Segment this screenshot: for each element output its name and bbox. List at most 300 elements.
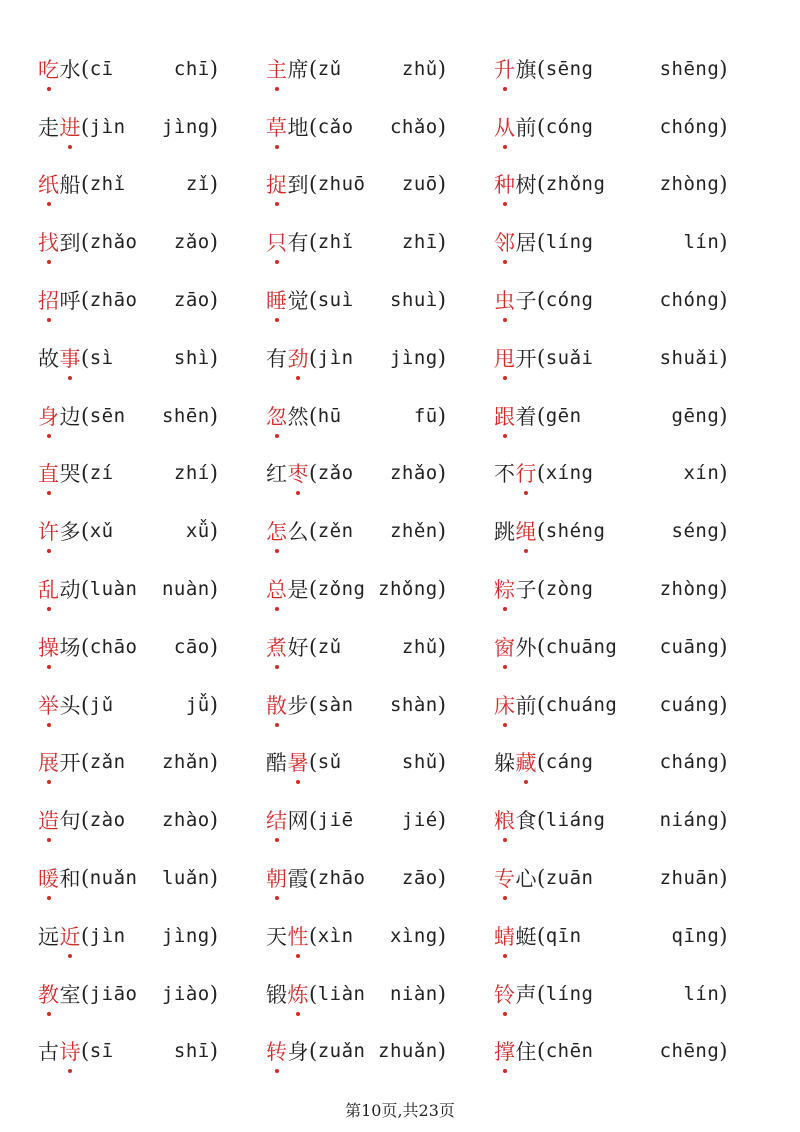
open-paren: (	[309, 634, 318, 659]
pinyin-option-2: zhuǎn	[378, 1040, 438, 1063]
close-paren: )	[437, 56, 447, 81]
pinyin-option-1: zǔ	[317, 635, 342, 658]
close-paren: )	[719, 288, 728, 313]
pinyin-option-2: niàn	[389, 982, 438, 1005]
close-paren: )	[437, 230, 447, 255]
word-char-1: 走	[38, 115, 60, 140]
open-paren: (	[537, 230, 546, 255]
pinyin-option-1: sì	[89, 346, 114, 369]
close-paren: )	[437, 577, 447, 602]
word-char-1: 纸	[38, 169, 60, 199]
word-char-1: 不	[494, 462, 516, 487]
word-char-1: 忽	[266, 401, 288, 431]
word-char-2: 么	[287, 520, 309, 545]
pinyin-pair	[546, 173, 720, 195]
word-char-1: 甩	[494, 343, 516, 373]
close-paren: )	[437, 345, 447, 370]
pinyin-option-1: sàn	[317, 693, 354, 716]
pinyin-pair	[90, 867, 210, 889]
word-char-2: 外	[515, 635, 537, 660]
pinyin-pair	[90, 520, 210, 542]
vocab-entry	[494, 98, 728, 156]
vocab-entry	[494, 560, 728, 618]
pinyin-option-1: líng	[545, 982, 594, 1005]
open-paren: (	[309, 1039, 318, 1064]
pinyin-option-1: cǎo	[317, 115, 354, 138]
pinyin-pair	[90, 809, 210, 831]
pinyin-option-2: zhěn	[389, 520, 438, 543]
open-paren: (	[309, 750, 318, 775]
pinyin-option-1: cáng	[545, 751, 594, 774]
vocab-entry	[494, 387, 728, 445]
close-paren: )	[209, 172, 219, 197]
open-paren: (	[537, 981, 546, 1006]
word-char-2: 句	[59, 809, 81, 834]
vocab-entry	[494, 965, 728, 1023]
pinyin-pair	[318, 231, 438, 253]
pinyin-option-2: jié	[401, 809, 438, 832]
pinyin-pair	[318, 173, 438, 195]
word-char-1: 朝	[266, 863, 288, 893]
close-paren: )	[209, 345, 219, 370]
word-char-1: 升	[494, 54, 516, 84]
vocab-entry	[38, 791, 266, 849]
word-char-2: 事	[60, 343, 82, 373]
pinyin-option-1: zěn	[317, 520, 354, 543]
pinyin-option-2: shuǎi	[659, 346, 720, 369]
pinyin-pair	[90, 636, 210, 658]
word-char-1: 主	[266, 54, 288, 84]
word-char-1: 天	[266, 924, 288, 949]
word-char-1: 找	[38, 227, 60, 257]
close-paren: )	[437, 1039, 447, 1064]
vocab-entry	[38, 40, 266, 98]
pinyin-option-2: lín	[683, 231, 720, 254]
close-paren: )	[719, 114, 728, 139]
word-char-2: 边	[59, 404, 81, 429]
pinyin-option-1: shéng	[545, 520, 606, 543]
word-char-2: 步	[287, 693, 309, 718]
close-paren: )	[209, 634, 219, 659]
open-paren: (	[537, 750, 546, 775]
pinyin-pair	[546, 578, 720, 600]
vocab-entry	[38, 445, 266, 503]
word-char-1: 转	[266, 1036, 288, 1066]
vocab-entry	[266, 560, 494, 618]
word-char-2: 子	[515, 578, 537, 603]
pinyin-option-2: chóng	[659, 115, 720, 138]
pinyin-option-1: zhǐ	[317, 231, 354, 254]
pinyin-option-1: chuáng	[545, 693, 618, 716]
pinyin-pair	[546, 867, 720, 889]
close-paren: )	[719, 981, 728, 1006]
word-char-2: 声	[515, 982, 537, 1007]
open-paren: (	[537, 56, 546, 81]
pinyin-pair	[318, 694, 438, 716]
vocab-entry	[494, 213, 728, 271]
open-paren: (	[537, 461, 546, 486]
pinyin-option-1: jiāo	[89, 982, 138, 1005]
word-char-2: 开	[515, 346, 537, 371]
word-char-2: 室	[59, 982, 81, 1007]
close-paren: )	[209, 866, 219, 891]
word-char-1: 怎	[266, 516, 288, 546]
pinyin-pair	[90, 231, 210, 253]
open-paren: (	[537, 634, 546, 659]
word-char-1: 招	[38, 285, 60, 315]
pinyin-option-1: zuān	[545, 867, 594, 890]
close-paren: )	[437, 750, 447, 775]
word-char-2: 多	[59, 520, 81, 545]
word-char-2: 心	[515, 867, 537, 892]
close-paren: )	[209, 981, 219, 1006]
vocab-entry	[494, 907, 728, 965]
vocab-entry	[266, 156, 494, 214]
word-char-1: 结	[266, 805, 288, 835]
word-grid	[38, 40, 728, 1080]
word-char-1: 暖	[38, 863, 60, 893]
word-char-1: 撑	[494, 1036, 516, 1066]
word-char-1: 床	[494, 690, 516, 720]
pinyin-option-2: xín	[683, 462, 720, 485]
pinyin-option-1: zhǐ	[89, 173, 126, 196]
vocab-entry	[266, 98, 494, 156]
word-char-1: 铃	[494, 979, 516, 1009]
pinyin-option-2: chóng	[659, 289, 720, 312]
vocab-entry	[266, 676, 494, 734]
open-paren: (	[309, 114, 318, 139]
pinyin-option-2: zhī	[401, 231, 438, 254]
pinyin-pair	[318, 289, 438, 311]
vocab-entry	[266, 1023, 494, 1081]
word-char-2: 霞	[287, 867, 309, 892]
close-paren: )	[209, 114, 219, 139]
pinyin-option-2: zhuān	[659, 867, 720, 890]
open-paren: (	[537, 519, 546, 544]
pinyin-option-2: zāo	[173, 289, 210, 312]
close-paren: )	[209, 923, 219, 948]
vocab-entry	[266, 618, 494, 676]
pinyin-pair	[90, 578, 210, 600]
pinyin-option-1: jìn	[317, 346, 354, 369]
pinyin-option-1: zí	[89, 462, 114, 485]
word-char-2: 藏	[516, 747, 538, 777]
vocab-entry	[494, 849, 728, 907]
word-char-2: 头	[59, 693, 81, 718]
close-paren: )	[437, 634, 447, 659]
vocab-entry	[494, 329, 728, 387]
pinyin-option-1: gēn	[545, 404, 582, 427]
pinyin-option-2: cháng	[659, 751, 720, 774]
pinyin-pair	[318, 1040, 438, 1062]
pinyin-option-1: cī	[89, 57, 114, 80]
word-char-2: 好	[287, 635, 309, 660]
pinyin-option-1: chuāng	[545, 635, 618, 658]
pinyin-option-2: shēng	[659, 57, 720, 80]
pinyin-pair	[90, 116, 210, 138]
pinyin-option-2: zhòng	[659, 173, 720, 196]
pinyin-pair	[318, 116, 438, 138]
open-paren: (	[81, 403, 90, 428]
word-char-1: 跟	[494, 401, 516, 431]
vocab-entry	[38, 618, 266, 676]
pinyin-option-1: zào	[89, 809, 126, 832]
word-char-1: 邻	[494, 227, 516, 257]
word-char-2: 有	[287, 231, 309, 256]
pinyin-option-1: suì	[317, 289, 354, 312]
pinyin-option-2: jǚ	[185, 693, 210, 716]
pinyin-option-1: zhāo	[89, 289, 138, 312]
pinyin-pair	[90, 405, 210, 427]
pinyin-option-1: hū	[317, 404, 342, 427]
word-char-1: 教	[38, 979, 60, 1009]
vocab-entry	[38, 98, 266, 156]
vocab-entry	[38, 734, 266, 792]
pinyin-option-2: chǎo	[389, 115, 438, 138]
word-char-1: 粽	[494, 574, 516, 604]
pinyin-option-2: zuō	[401, 173, 438, 196]
pinyin-option-2: niáng	[659, 809, 720, 832]
pinyin-option-1: zǎo	[317, 462, 354, 485]
vocab-entry	[38, 213, 266, 271]
pinyin-option-1: zhǎo	[89, 231, 138, 254]
word-char-2: 蜓	[515, 924, 537, 949]
pinyin-option-1: jìn	[89, 924, 126, 947]
close-paren: )	[209, 1039, 219, 1064]
pinyin-option-2: jiào	[161, 982, 210, 1005]
pinyin-option-1: zhǒng	[545, 173, 606, 196]
close-paren: )	[719, 577, 728, 602]
pinyin-option-1: xìn	[317, 924, 354, 947]
pinyin-option-2: lín	[683, 982, 720, 1005]
close-paren: )	[209, 56, 219, 81]
pinyin-option-2: qīng	[671, 924, 720, 947]
vocab-entry	[38, 849, 266, 907]
word-char-1: 乱	[38, 574, 60, 604]
open-paren: (	[309, 461, 318, 486]
vocab-entry	[266, 329, 494, 387]
close-paren: )	[719, 345, 728, 370]
vocab-entry	[38, 502, 266, 560]
pinyin-option-2: jìng	[161, 924, 210, 947]
pinyin-pair	[318, 867, 438, 889]
pinyin-pair	[546, 751, 720, 773]
open-paren: (	[309, 692, 318, 717]
pinyin-option-1: jìn	[89, 115, 126, 138]
vocab-entry	[494, 445, 728, 503]
close-paren: )	[719, 461, 728, 486]
vocab-entry	[494, 618, 728, 676]
pinyin-option-1: zǎn	[89, 751, 126, 774]
word-char-2: 和	[59, 867, 81, 892]
vocab-entry	[38, 271, 266, 329]
vocab-entry	[266, 271, 494, 329]
word-char-1: 造	[38, 805, 60, 835]
open-paren: (	[309, 345, 318, 370]
word-char-2: 绳	[516, 516, 538, 546]
open-paren: (	[81, 56, 90, 81]
word-char-2: 枣	[288, 458, 310, 488]
word-char-1: 直	[38, 458, 60, 488]
pinyin-pair	[90, 751, 210, 773]
pinyin-option-2: zāo	[401, 867, 438, 890]
word-char-1: 锻	[266, 982, 288, 1007]
word-char-1: 有	[266, 346, 288, 371]
pinyin-option-1: zǔ	[317, 57, 342, 80]
word-char-1: 总	[266, 574, 288, 604]
pinyin-option-2: jìng	[389, 346, 438, 369]
open-paren: (	[537, 577, 546, 602]
pinyin-option-2: shàn	[389, 693, 438, 716]
vocab-entry	[38, 560, 266, 618]
open-paren: (	[81, 750, 90, 775]
word-char-1: 只	[266, 227, 288, 257]
word-char-1: 虫	[494, 285, 516, 315]
pinyin-option-2: cāo	[173, 635, 210, 658]
word-char-2: 前	[515, 693, 537, 718]
pinyin-pair	[546, 636, 720, 658]
pinyin-option-2: zhǔ	[401, 635, 438, 658]
pinyin-pair	[318, 520, 438, 542]
open-paren: (	[81, 981, 90, 1006]
close-paren: )	[209, 519, 219, 544]
pinyin-option-2: cuáng	[659, 693, 720, 716]
word-char-2: 到	[59, 231, 81, 256]
pinyin-option-2: shuì	[389, 289, 438, 312]
vocab-entry	[266, 213, 494, 271]
word-char-2: 居	[515, 231, 537, 256]
pinyin-option-2: jìng	[161, 115, 210, 138]
vocab-entry	[494, 676, 728, 734]
close-paren: )	[719, 808, 728, 833]
pinyin-option-2: zǎo	[173, 231, 210, 254]
word-char-1: 睡	[266, 285, 288, 315]
close-paren: )	[209, 692, 219, 717]
open-paren: (	[81, 923, 90, 948]
pinyin-option-2: zhǔ	[401, 57, 438, 80]
close-paren: )	[209, 403, 219, 428]
pinyin-option-2: shǔ	[401, 751, 438, 774]
pinyin-pair	[546, 1040, 720, 1062]
open-paren: (	[81, 172, 90, 197]
word-char-1: 故	[38, 346, 60, 371]
open-paren: (	[537, 345, 546, 370]
pinyin-option-1: zuǎn	[317, 1040, 366, 1063]
word-char-2: 劲	[288, 343, 310, 373]
vocab-entry	[266, 387, 494, 445]
pinyin-pair	[546, 116, 720, 138]
word-char-2: 子	[515, 289, 537, 314]
word-char-1: 酷	[266, 751, 288, 776]
pinyin-option-1: sēng	[545, 57, 594, 80]
close-paren: )	[209, 461, 219, 486]
open-paren: (	[537, 808, 546, 833]
pinyin-option-1: xǔ	[89, 520, 114, 543]
open-paren: (	[537, 866, 546, 891]
word-char-2: 场	[59, 635, 81, 660]
word-char-2: 性	[288, 921, 310, 951]
pinyin-option-1: zòng	[545, 578, 594, 601]
open-paren: (	[309, 981, 318, 1006]
close-paren: )	[719, 230, 728, 255]
word-char-2: 网	[287, 809, 309, 834]
pinyin-pair	[318, 405, 438, 427]
pinyin-option-1: qīn	[545, 924, 582, 947]
word-char-1: 许	[38, 516, 60, 546]
open-paren: (	[309, 577, 318, 602]
close-paren: )	[437, 808, 447, 833]
pinyin-pair	[546, 405, 720, 427]
word-char-1: 窗	[494, 632, 516, 662]
close-paren: )	[437, 288, 447, 313]
word-char-2: 动	[59, 578, 81, 603]
word-char-2: 旗	[515, 57, 537, 82]
pinyin-option-1: zhāo	[317, 867, 366, 890]
word-char-2: 诗	[60, 1036, 82, 1066]
open-paren: (	[309, 866, 318, 891]
open-paren: (	[537, 1039, 546, 1064]
close-paren: )	[719, 403, 728, 428]
vocab-entry	[266, 907, 494, 965]
pinyin-pair	[318, 578, 438, 600]
word-char-2: 前	[515, 115, 537, 140]
word-char-1: 从	[494, 112, 516, 142]
word-char-2: 炼	[288, 979, 310, 1009]
pinyin-pair	[318, 983, 438, 1005]
pinyin-option-1: chāo	[89, 635, 138, 658]
pinyin-option-2: shì	[173, 346, 210, 369]
pinyin-pair	[90, 173, 210, 195]
pinyin-option-1: liàn	[317, 982, 366, 1005]
word-char-2: 暑	[288, 747, 310, 777]
word-char-2: 觉	[287, 289, 309, 314]
pinyin-pair	[90, 347, 210, 369]
close-paren: )	[209, 808, 219, 833]
word-char-2: 食	[515, 809, 537, 834]
vocab-entry	[494, 734, 728, 792]
open-paren: (	[309, 403, 318, 428]
pinyin-option-1: chēn	[545, 1040, 594, 1063]
word-char-1: 古	[38, 1040, 60, 1065]
word-char-2: 身	[287, 1040, 309, 1065]
open-paren: (	[309, 230, 318, 255]
open-paren: (	[81, 1039, 90, 1064]
word-char-1: 种	[494, 169, 516, 199]
open-paren: (	[81, 692, 90, 717]
close-paren: )	[209, 577, 219, 602]
pinyin-pair	[546, 231, 720, 253]
page-footer: 第10页,共23页	[345, 1101, 455, 1120]
word-char-2: 住	[515, 1040, 537, 1065]
word-char-1: 蜻	[494, 921, 516, 951]
pinyin-option-2: shī	[173, 1040, 210, 1063]
close-paren: )	[437, 172, 447, 197]
open-paren: (	[81, 288, 90, 313]
word-char-2: 开	[59, 751, 81, 776]
close-paren: )	[209, 230, 219, 255]
pinyin-pair	[546, 289, 720, 311]
word-char-2: 然	[287, 404, 309, 429]
pinyin-option-2: séng	[671, 520, 720, 543]
pinyin-pair	[318, 58, 438, 80]
open-paren: (	[309, 172, 318, 197]
pinyin-option-2: zhí	[173, 462, 210, 485]
word-char-1: 捉	[266, 169, 288, 199]
pinyin-pair	[546, 809, 720, 831]
word-char-1: 身	[38, 401, 60, 431]
close-paren: )	[719, 1039, 728, 1064]
open-paren: (	[537, 288, 546, 313]
